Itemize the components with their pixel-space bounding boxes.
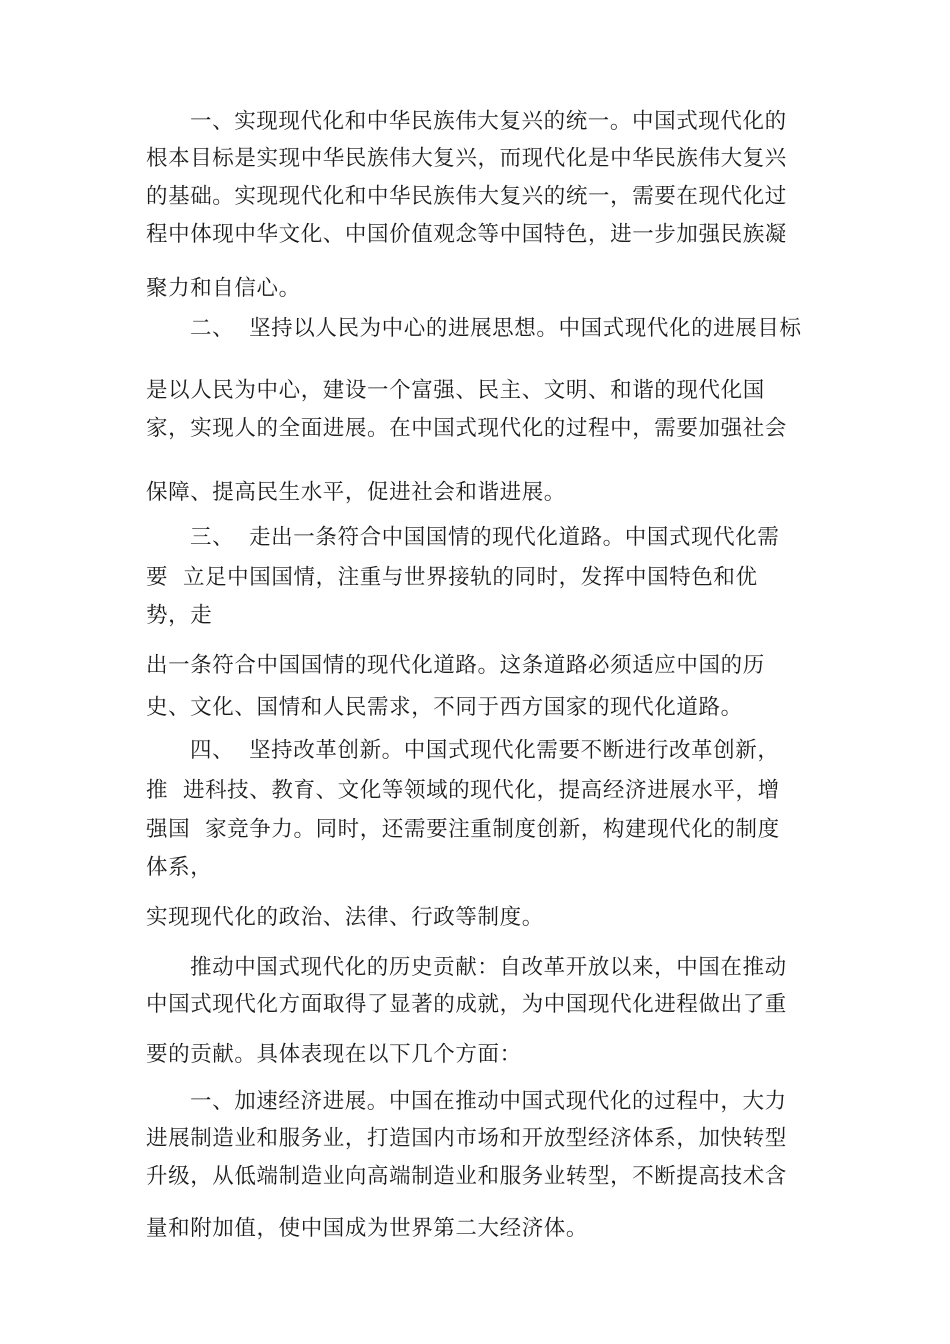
- text-line: 是以人民为中心，建设一个富强、民主、文明、和谐的现代化国: [146, 378, 765, 403]
- text-line: 推动中国式现代化的历史贡献：自改革开放以来，中国在推动: [190, 955, 787, 980]
- text-line: 实现现代化的政治、法律、行政等制度。: [146, 905, 544, 930]
- text-line: 家，实现人的全面进展。在中国式现代化的过程中，需要加强社会: [146, 416, 787, 441]
- text-line: 推 进科技、教育、文化等领域的现代化，提高经济进展水平，增: [146, 778, 780, 803]
- text-line: 四、 坚持改革创新。中国式现代化需要不断进行改革创新，: [190, 738, 780, 763]
- text-line: 要 立足中国国情，注重与世界接轨的同时，发挥中国特色和优: [146, 565, 758, 590]
- text-line: 程中体现中华文化、中国价值观念等中国特色，进一步加强民族凝: [146, 222, 787, 247]
- text-line: 一、实现现代化和中华民族伟大复兴的统一。中国式现代化的: [190, 109, 787, 134]
- text-line: 二、 坚持以人民为中心的进展思想。中国式现代化的进展目标: [190, 316, 802, 341]
- text-line: 出一条符合中国国情的现代化道路。这条道路必须适应中国的历: [146, 653, 765, 678]
- text-line: 中国式现代化方面取得了显著的成就，为中国现代化进程做出了重: [146, 992, 787, 1017]
- text-line: 史、文化、国情和人民需求，不同于西方国家的现代化道路。: [146, 695, 743, 720]
- text-line: 三、 走出一条符合中国国情的现代化道路。中国式现代化需: [190, 525, 780, 550]
- text-line: 量和附加值，使中国成为世界第二大经济体。: [146, 1216, 589, 1241]
- text-line: 的基础。实现现代化和中华民族伟大复兴的统一，需要在现代化过: [146, 184, 787, 209]
- text-line: 强国 家竞争力。同时，还需要注重制度创新，构建现代化的制度: [146, 817, 780, 842]
- text-line: 根本目标是实现中华民族伟大复兴，而现代化是中华民族伟大复兴: [146, 146, 787, 171]
- text-line: 体系，: [146, 855, 213, 880]
- text-line: 聚力和自信心。: [146, 276, 301, 301]
- text-line: 势，走: [146, 603, 213, 628]
- text-line: 一、加速经济进展。中国在推动中国式现代化的过程中，大力: [190, 1089, 787, 1114]
- text-line: 要的贡献。具体表现在以下几个方面：: [146, 1042, 522, 1067]
- text-line: 升级，从低端制造业向高端制造业和服务业转型，不断提高技术含: [146, 1164, 787, 1189]
- text-line: 进展制造业和服务业，打造国内市场和开放型经济体系，加快转型: [146, 1126, 787, 1151]
- text-line: 保障、提高民生水平，促进社会和谐进展。: [146, 480, 566, 505]
